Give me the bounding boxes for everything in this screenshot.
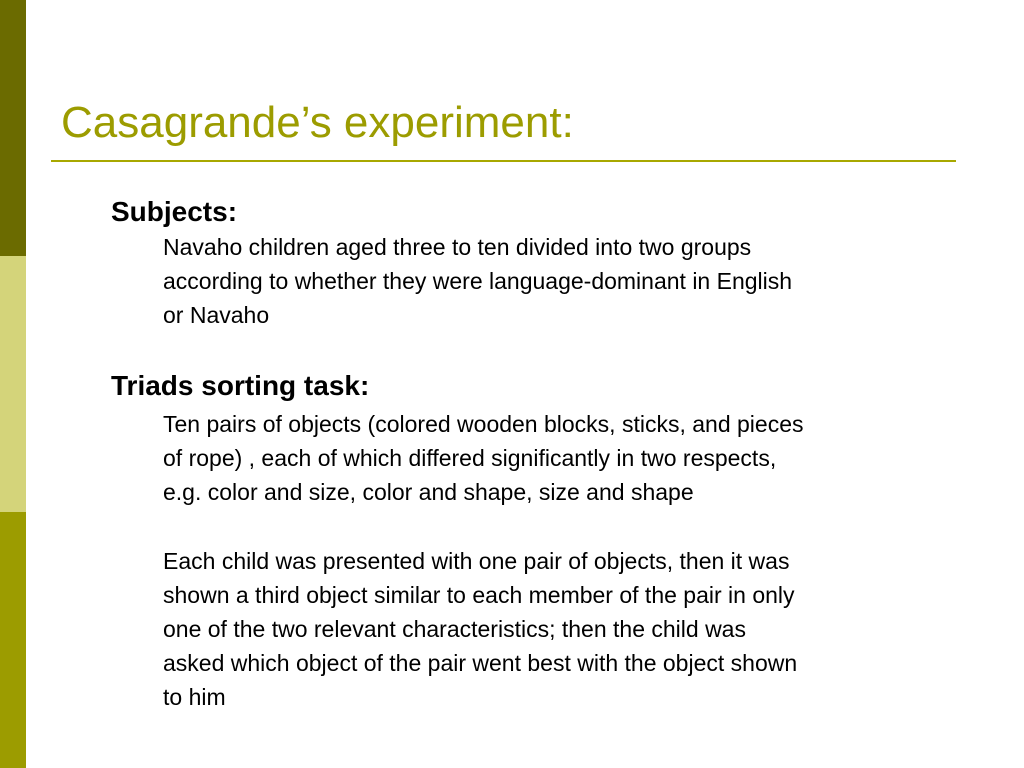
subjects-heading: Subjects: (111, 196, 238, 227)
paragraph-line: shown a third object similar to each member of the pair in only (163, 582, 795, 608)
triads-paragraph-objects (163, 407, 963, 509)
paragraph-line: of rope) , each of which differed significantly in two respects, (163, 445, 777, 471)
sidebar-segment-middle (0, 256, 26, 512)
sidebar-segment-top (0, 0, 26, 256)
paragraph-line: asked which object of the pair went best with the object shown (163, 650, 798, 676)
paragraph-line: e.g. color and size, color and shape, size and shape (163, 479, 694, 505)
title-divider (51, 160, 956, 162)
paragraph-line: or Navaho (163, 302, 270, 328)
paragraph-line: Navaho children aged three to ten divided into two groups (163, 234, 752, 260)
subjects-paragraph (163, 230, 963, 332)
sidebar-segment-bottom (0, 512, 26, 768)
triads-heading: Triads sorting task: (111, 370, 370, 401)
paragraph-line: according to whether they were language-dominant in English (163, 268, 793, 294)
sidebar-decoration (0, 0, 26, 768)
triads-paragraph-procedure (163, 544, 963, 714)
paragraph-line: one of the two relevant characteristics; then the child was (163, 616, 746, 642)
slide-title: Casagrande’s experiment: (61, 98, 574, 147)
paragraph-line: Ten pairs of objects (colored wooden blocks, sticks, and pieces (163, 411, 804, 437)
paragraph-line: Each child was presented with one pair of objects, then it was (163, 548, 790, 574)
paragraph-line: to him (163, 684, 226, 710)
